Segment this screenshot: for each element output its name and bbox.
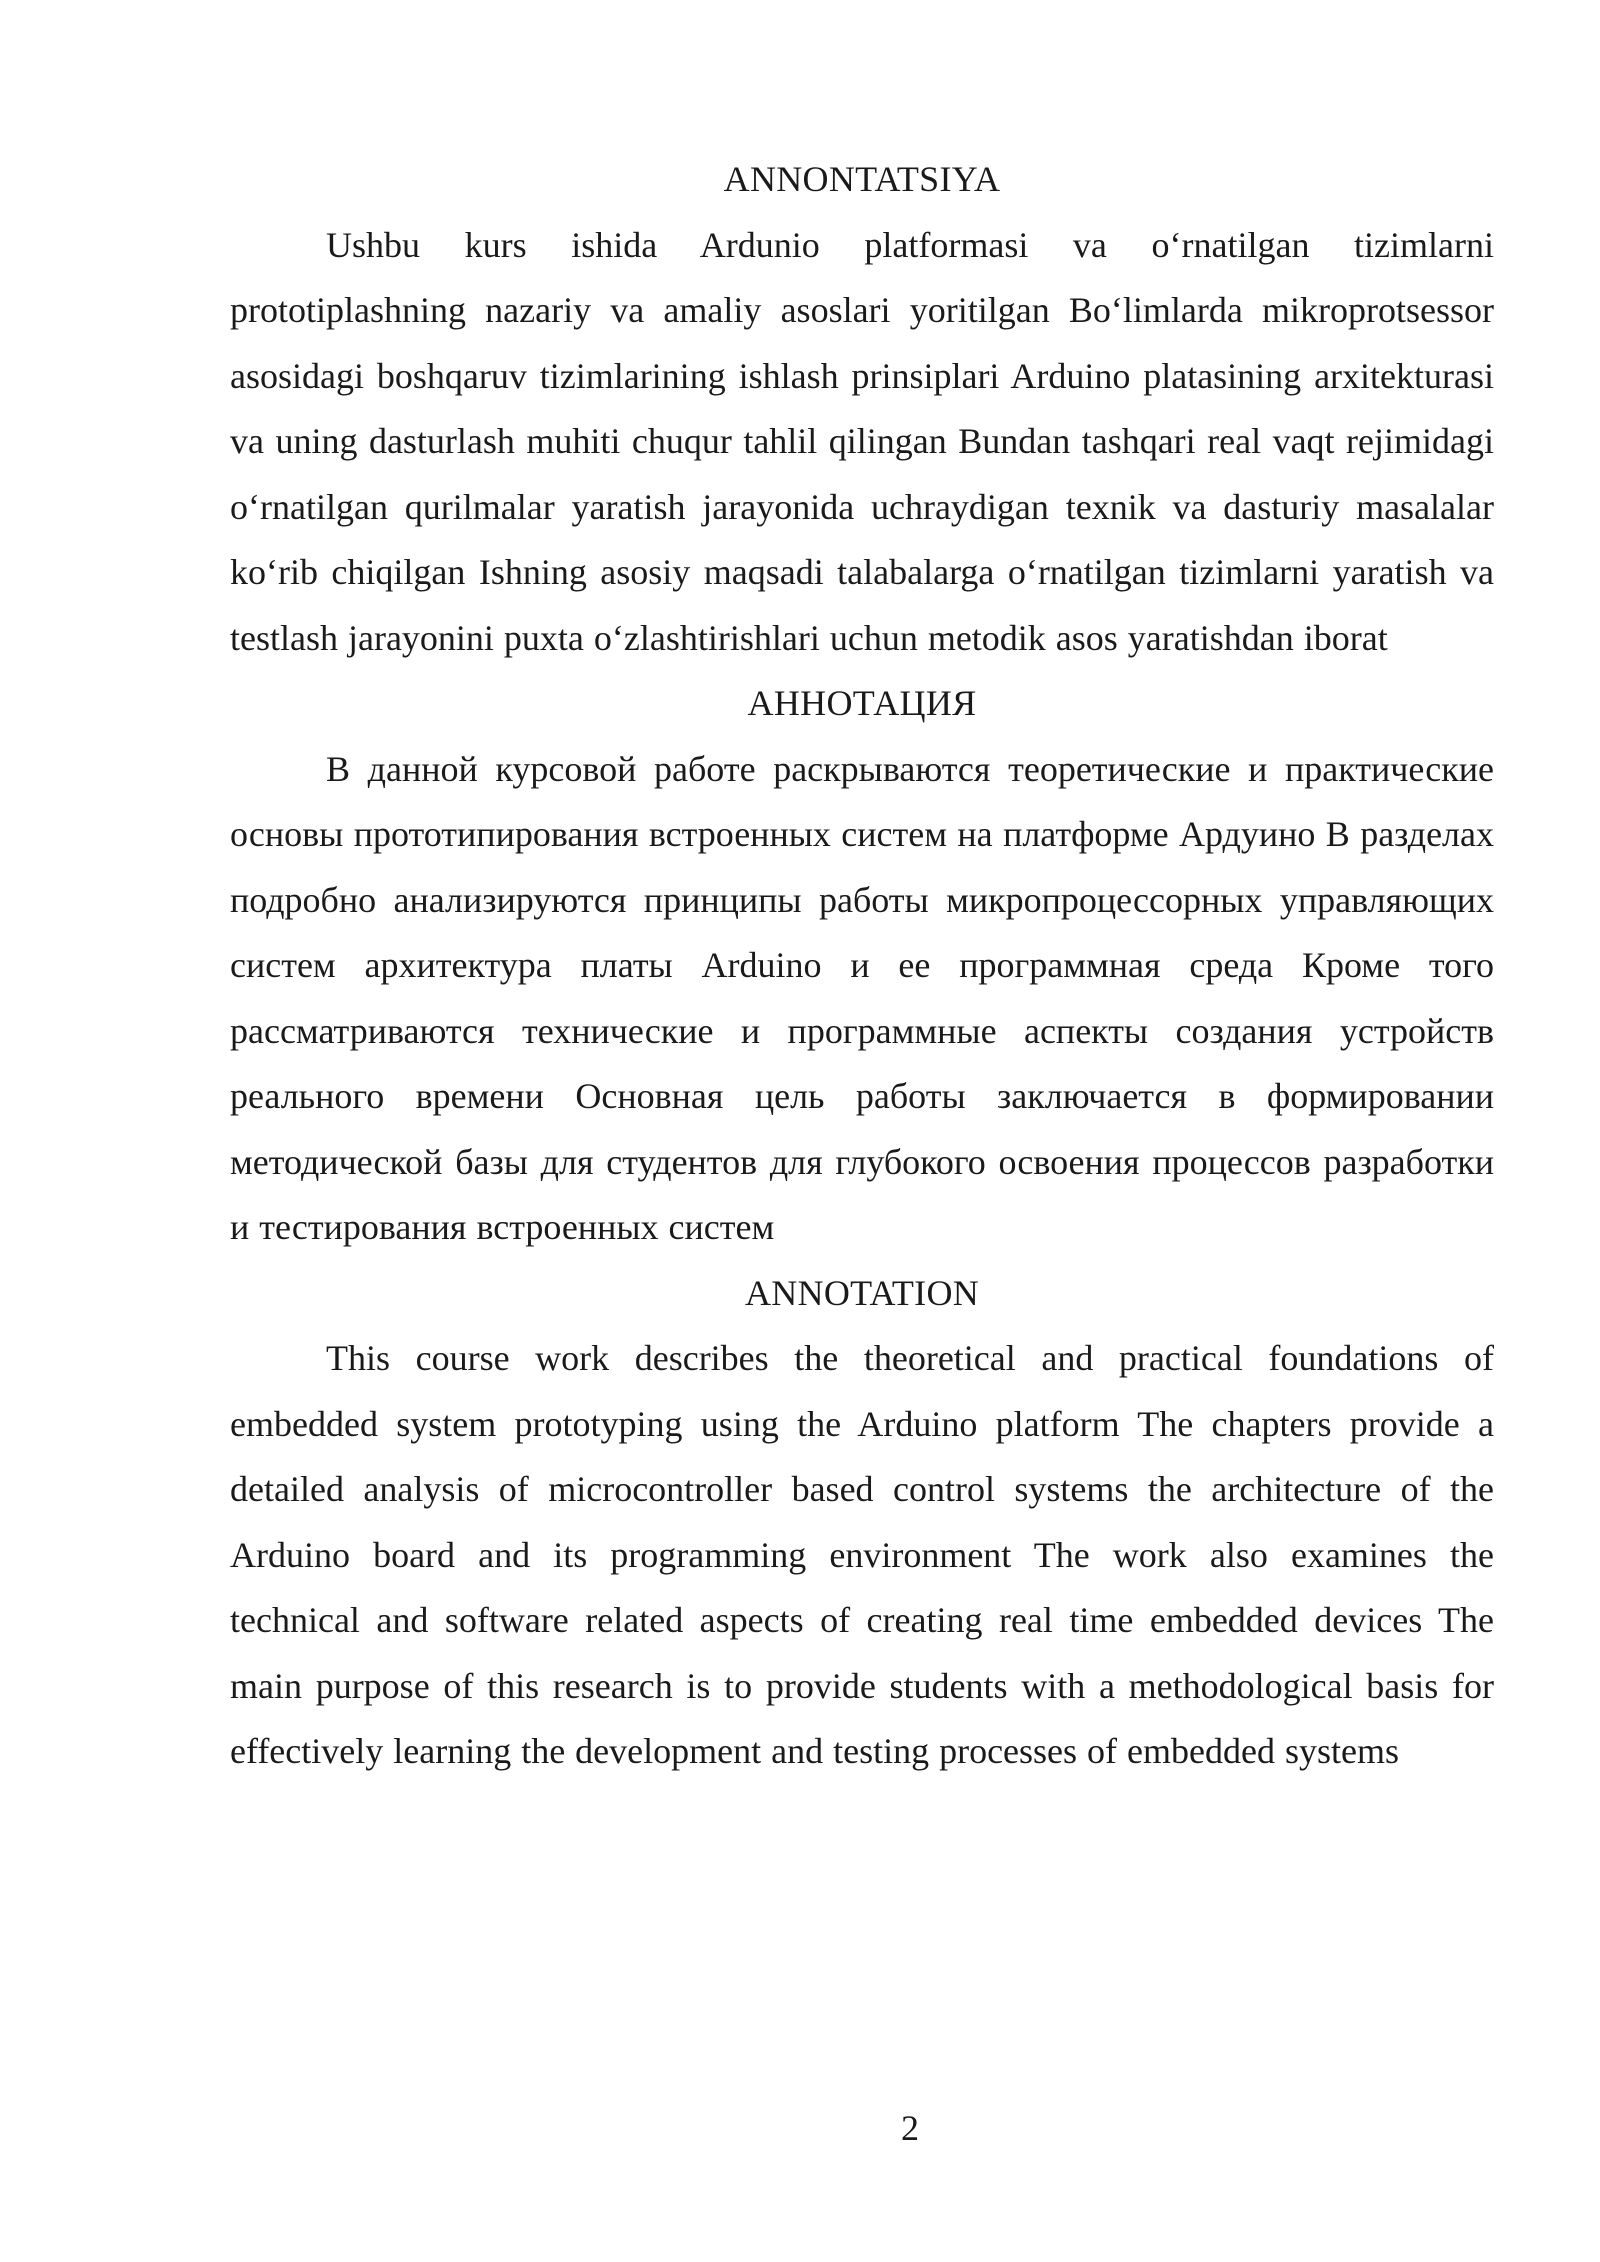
page-number: 2 — [901, 2108, 919, 2148]
section-heading-russian: АННОТАЦИЯ — [747, 683, 977, 723]
page-content — [230, 147, 1494, 1785]
section-heading-english: ANNOTATION — [744, 1272, 980, 1313]
section-body-english: This course work describes the theoretical and practical foundations of embedded system prototyping using the Arduino platform The chapters provide a detailed analysis of microcontroller based control systems the architecture of the Arduino board and its programming environment The work also examines the technical and software related aspects of creating real time embedded devices The main purpose of this research is to provide students with a methodological basis for effectively learning the development and testing processes of embedded systems — [230, 1338, 1494, 1771]
section-heading-uzbek: ANNONTATSIYA — [723, 159, 1001, 199]
section-body-russian: В данной курсовой работе раскрываются теоретические и практические основы прототипирования встроенных систем на платформе Ардуино В разделах подробно анализируются принципы работы микропроцессорных управляющих систем архитектура платы Arduino и ее программная среда Кроме того рассматриваются технические и программные аспекты создания устройств реального времени Основная цель работы заключается в формировании методической базы для студентов для глубокого освоения процессов разработки и тестирования встроенных систем — [230, 748, 1494, 1247]
section-body-uzbek: Ushbu kurs ishida Ardunio platformasi va o‘rnatilgan tizimlarni prototiplashning nazariy va amaliy asoslari yoritilgan Bo‘limlarda mikroprotsessor asosidagi boshqaruv tizimlarining ishlash prinsiplari Arduino platasining arxitekturasi va uning dasturlash muhiti chuqur tahlil qilingan Bundan tashqari real vaqt rejimidagi o‘rnatilgan qurilmalar yaratish jarayonida uchraydigan texnik va dasturiy masalalar ko‘rib chiqilgan Ishning asosiy maqsadi talabalarga o‘rnatilgan tizimlarni yaratish va testlash jarayonini puxta o‘zlashtirishlari uchun metodik asos yaratishdan iborat — [230, 224, 1494, 658]
